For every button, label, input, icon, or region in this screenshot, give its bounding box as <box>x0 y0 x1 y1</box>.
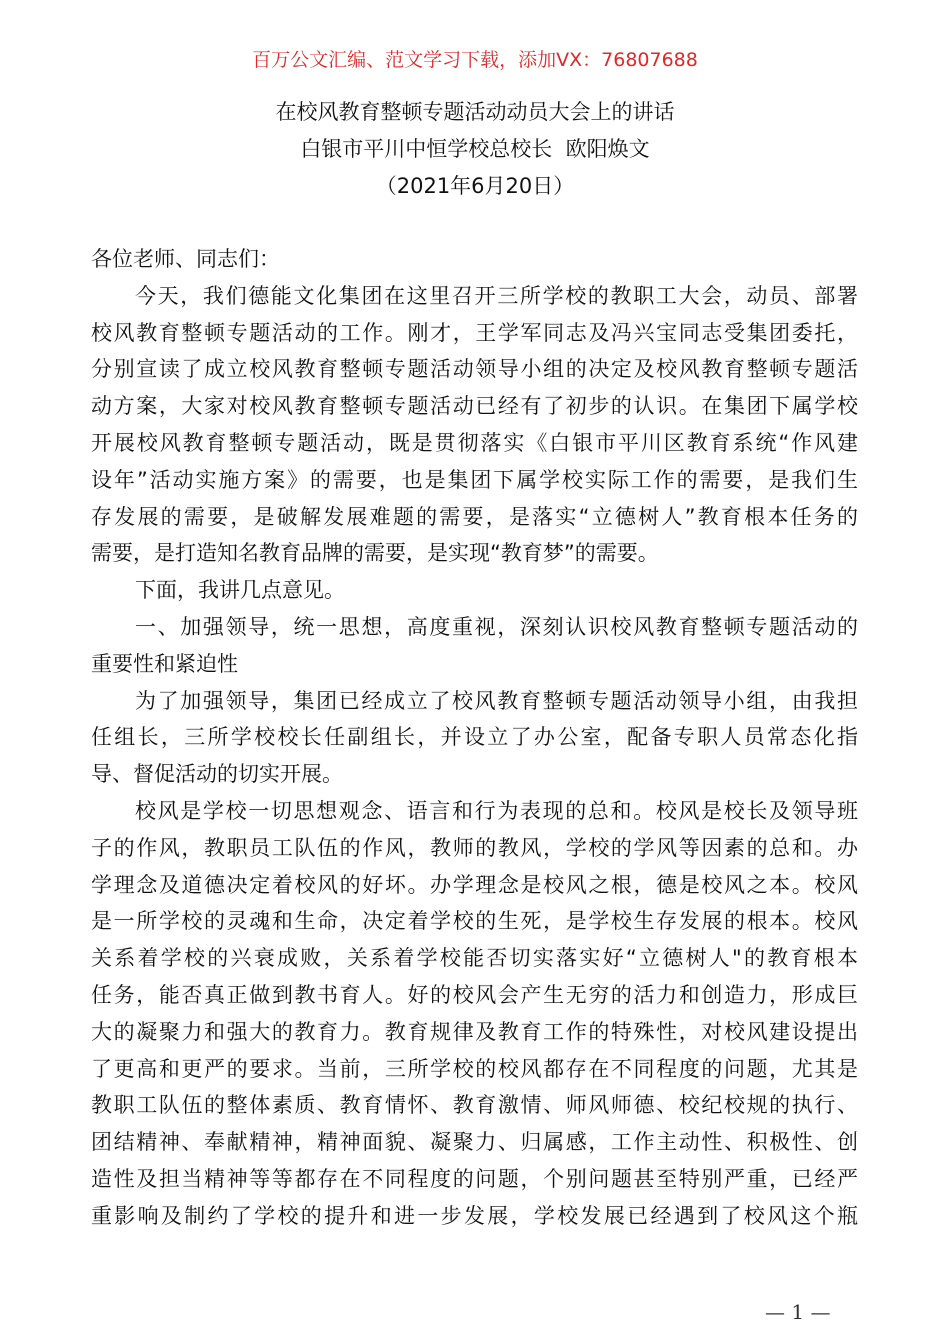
document-title: 在校风教育整顿专题活动动员大会上的讲话 <box>275 100 675 124</box>
document-header <box>0 94 950 205</box>
paragraph-line: 大的凝聚力和强大的教育力。教育规律及教育工作的特殊性，对校风建设提出 <box>91 1019 858 1044</box>
paragraph-line: 校风是学校一切思想观念、语言和行为表现的总和。校风是校长及领导班 <box>135 798 858 823</box>
paragraph-line: 造性及担当精神等等都存在不同程度的问题，个别问题甚至特别严重，已经严 <box>91 1166 858 1191</box>
paragraph-line: 存发展的需要，是破解发展难题的需要，是落实“立德树人”教育根本任务的 <box>91 504 858 529</box>
paragraph-line: 学理念及道德决定着校风的好坏。办学理念是校风之根，德是校风之本。校风 <box>91 872 858 897</box>
paragraph-line: 分别宣读了成立校风教育整顿专题活动领导小组的决定及校风教育整顿专题活 <box>91 357 858 382</box>
paragraph-line: 开展校风教育整顿专题活动，既是贯彻落实《白银市平川区教育系统“作风建 <box>91 430 858 455</box>
paragraph-line: 是一所学校的灵魂和生命，决定着学校的生死，是学校生存发展的根本。校风 <box>91 909 858 934</box>
paragraph-line: 了更高和更严的要求。当前，三所学校的校风都存在不同程度的问题，尤其是 <box>91 1056 858 1081</box>
paragraph-line: 子的作风，教职员工队伍的作风，教师的教风，学校的学风等因素的总和。办 <box>91 835 858 860</box>
greeting: 各位老师、同志们： <box>91 247 280 271</box>
paragraph-line: 为了加强领导，集团已经成立了校风教育整顿专题活动领导小组，由我担 <box>135 688 858 713</box>
paragraph-line: 下面，我讲几点意见。 <box>135 578 345 603</box>
document-body <box>91 241 858 1235</box>
paragraph-line: 今天，我们德能文化集团在这里召开三所学校的教职工大会，动员、部署 <box>135 283 858 308</box>
paragraph-line: 动方案，大家对校风教育整顿专题活动已经有了初步的认识。在集团下属学校 <box>91 394 858 419</box>
paragraph-line: 任务，能否真正做到教书育人。好的校风会产生无穷的活力和创造力，形成巨 <box>91 982 858 1007</box>
paragraph-line: 设年”活动实施方案》的需要，也是集团下属学校实际工作的需要，是我们生 <box>91 467 858 492</box>
paragraph-line: 关系着学校的兴衰成败，关系着学校能否切实落实好“立德树人"的教育根本 <box>91 946 858 971</box>
paragraph-line: 一、加强领导，统一思想，高度重视，深刻认识校风教育整顿专题活动的 <box>135 614 858 639</box>
paragraph-line: 导、督促活动的切实开展。 <box>91 762 343 787</box>
paragraph-line: 任组长，三所学校校长任副组长，并设立了办公室，配备专职人员常态化指 <box>91 725 858 750</box>
page-number: — 1 — <box>765 1300 831 1324</box>
paragraph-line: 团结精神、奉献精神，精神面貌、凝聚力、归属感，工作主动性、积极性、创 <box>91 1130 858 1155</box>
paragraph-line: 教职工队伍的整体素质、教育情怀、教育激情、师风师德、校纪校规的执行、 <box>91 1093 858 1118</box>
paragraph-line: 重影响及制约了学校的提升和进一步发展，学校发展已经遇到了校风这个瓶 <box>91 1203 858 1228</box>
paragraph-line: 校风教育整顿专题活动的工作。刚才，王学军同志及冯兴宝同志受集团委托， <box>91 320 858 345</box>
document-date: （2021年6月20日） <box>375 174 575 198</box>
watermark-banner: 百万公文汇编、范文学习下载，添加VX：76807688 <box>252 49 698 71</box>
document-author: 白银市平川中恒学校总校长 欧阳焕文 <box>300 137 650 161</box>
paragraph-line: 需要，是打造知名教育品牌的需要，是实现“教育梦”的需要。 <box>91 541 659 566</box>
paragraph-line: 重要性和紧迫性 <box>91 651 238 676</box>
